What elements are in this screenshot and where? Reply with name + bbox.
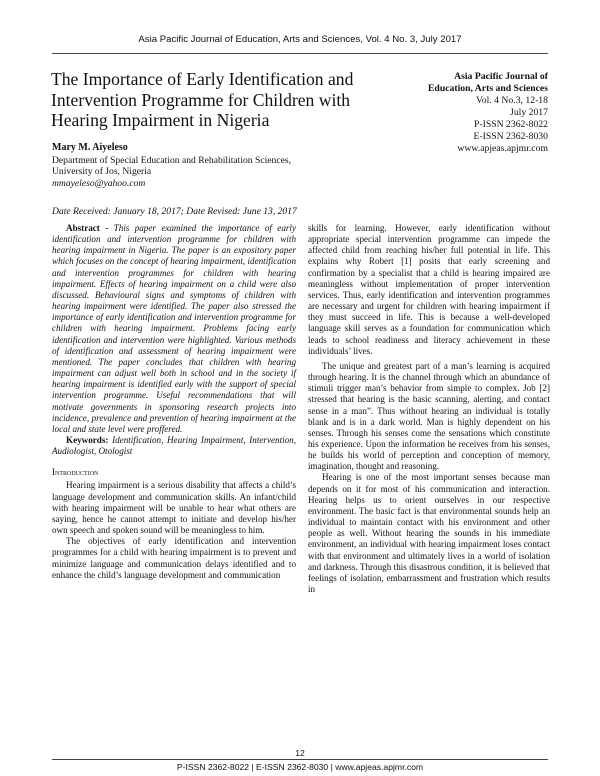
journal-volume: Vol. 4 No.3, 12-18: [476, 95, 548, 106]
keywords: [52, 435, 296, 457]
journal-pissn: P-ISSN 2362-8022: [473, 119, 548, 130]
author-affiliation-univ: University of Jos, Nigeria: [52, 166, 152, 178]
right-column: [308, 223, 550, 595]
keywords-label: Keywords:: [66, 434, 113, 445]
author-email-link[interactable]: mmayeleso@yahoo.com: [52, 177, 146, 189]
journal-info-box: [380, 71, 548, 155]
journal-eissn: E-ISSN 2362-8030: [473, 131, 548, 142]
article-title: The Importance of Early Identification and Intervention Programme for Children with Hearing Impairment in Nigeria: [51, 69, 354, 130]
left-column: [52, 223, 296, 581]
journal-name-line2: Education, Arts and Sciences: [427, 83, 548, 94]
journal-name-line1: Asia Pacific Journal of: [454, 71, 548, 82]
abstract-label: Abstract -: [66, 223, 114, 233]
keywords-text: Identification, Hearing Impairment, Intervention, Audiologist, Otologist: [52, 434, 296, 457]
introduction-heading: Introduction: [52, 467, 99, 478]
header-divider: [52, 53, 548, 54]
body-paragraph-2: The unique and greatest part of a man’s learning is acquired through hearing. It is the channel through which an abundance of stimuli trigger man’s behavior from simple to complex. Job [2] stressed that hearing is the basic scanning, alerting, and contact sense in a man”. Thus without hearing an individual is totally blank and is in a dark world. Man is highly dependent on his senses. Through his senses come the sensations which constitute his experience. Upon the information he receives from his senses, he builds his world of perception and conception of memory, imagination, thought and reasoning.: [308, 360, 550, 472]
author-block: [52, 142, 382, 189]
author-name: Mary M. Aiyeleso: [52, 142, 128, 153]
page-number: 12: [295, 748, 305, 758]
introduction-paragraph-1: Hearing impairment is a serious disability that affects a child’s language development and communication skills. An infant/child with hearing impairment will be unable to hear what others are saying, hence he cannot attempt to initiate and develop his/her own speech and spoken sound will be meaningless to him.: [52, 480, 296, 536]
journal-website-link[interactable]: www.apjeas.apjmr.com: [457, 143, 548, 154]
running-header: Asia Pacific Journal of Education, Arts and Sciences, Vol. 4 No. 3, July 2017: [138, 34, 462, 45]
abstract-text: This paper examined the importance of early identification and intervention programme for children with hearing impairment in Nigeria. The paper is an expository paper which focuses on the concept of hearing impairment, identification and intervention programmes for children with hearing impairment. Effects of hearing impairment on a child were also discussed. Behavioural signs and symptoms of children with hearing impairment were identified. The paper also stressed the importance of early identification and intervention programme for children with hearing impairment. Problems facing early identification and intervention were highlighted. Various methods of identification and assessment of hearing impairment were mentioned. The paper concludes that children with hearing impairment can adjust well both in school and in the society if hearing impairment is identified early with the support of special intervention programme. Useful recommendations that will motivate governments in sponsoring research projects into incidence, prevalence and prevention of hearing impairment at the local and state level were proffered.: [52, 223, 296, 434]
body-paragraph-continued: skills for learning. However, early identification without appropriate special intervention programme can impede the affected child from reaching his/her full potential in life. This explains why Robert [1] posits that early screening and confirmation by a specialist that a child is hearing impaired are meaningless without implementation of proper intervention services. Thus, early identification and intervention programmes are necessary and urgent for children with hearing impairment if they must succeed in life. This is because a well-developed language skill serves as a foundation for communication which leads to school readiness and literacy achievement in these individuals’ lives.: [308, 223, 550, 356]
body-paragraph-3: Hearing is one of the most important senses because man depends on it for most of his communication and interaction. Hearing helps us to orient ourselves in our respective environment. The basic fact is that environmental sounds help an individual to maintain contact with his environment and other people as well. Without hearing the sounds in his immediate environment, an individual with hearing impairment loses contact with that environment and ultimately lives in a world of isolation and darkness. Through this disastrous condition, it is believed that feelings of isolation, embarrassment and frustration which results in: [308, 472, 550, 594]
submission-dates: Date Received: January 18, 2017; Date Revised: June 13, 2017: [52, 206, 297, 217]
journal-date: July 2017: [510, 107, 548, 118]
footer-divider: [52, 759, 548, 760]
abstract: [52, 223, 296, 435]
author-affiliation-dept: Department of Special Education and Rehabilitation Sciences,: [52, 155, 291, 167]
footer-issn-line: P-ISSN 2362-8022 | E-ISSN 2362-8030 | www.apjeas.apjmr.com: [176, 762, 424, 772]
introduction-paragraph-2: The objectives of early identification and intervention programmes for a child with hearing impairment is to prevent and minimize language and communication delays identified and to enhance the child’s language development and communication: [52, 536, 296, 580]
